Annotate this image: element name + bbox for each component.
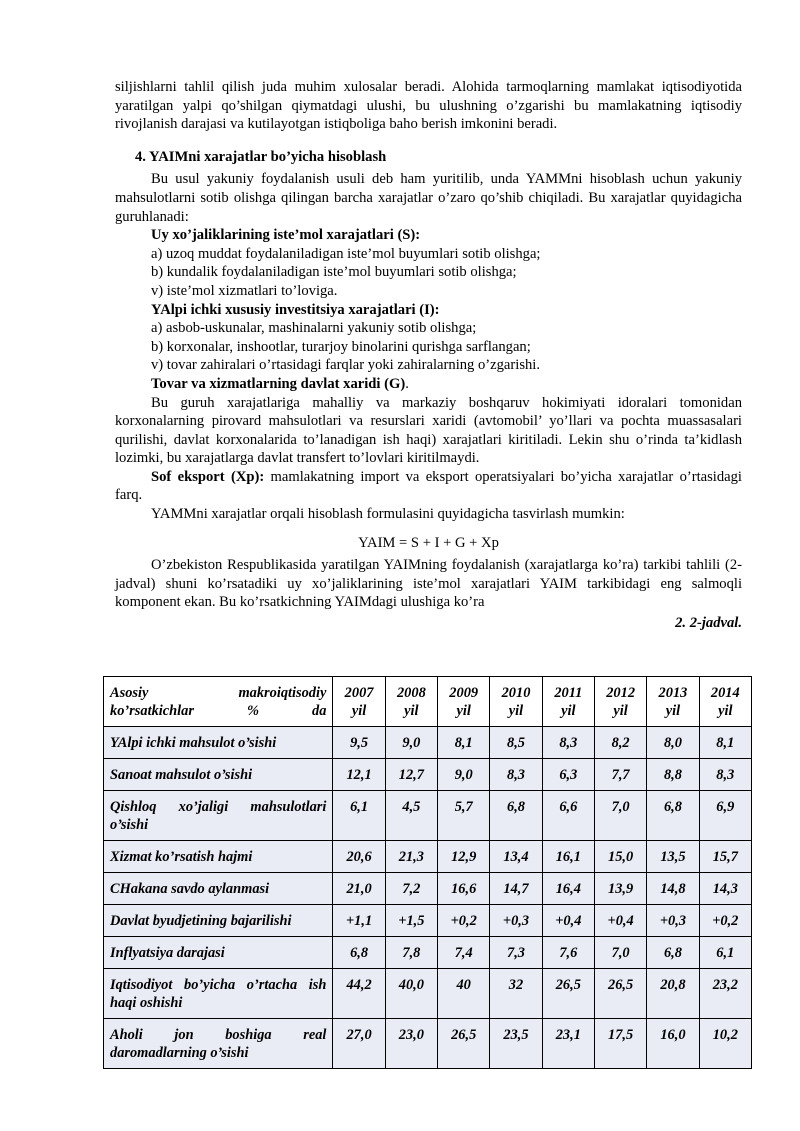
row-value-cell: 16,4 [542, 873, 594, 905]
header-year: 2011 yil [542, 677, 594, 727]
row-value-cell: 12,9 [438, 841, 490, 873]
row-value-cell: 6,8 [647, 937, 699, 969]
row-value-cell: +1,5 [385, 905, 437, 937]
row-value-cell: 23,0 [385, 1019, 437, 1069]
header-year: 2013 yil [647, 677, 699, 727]
row-value-cell: 16,0 [647, 1019, 699, 1069]
row-value-cell: 13,9 [594, 873, 646, 905]
header-year: 2007 yil [333, 677, 385, 727]
row-value-cell: 7,4 [438, 937, 490, 969]
row-value-cell: 27,0 [333, 1019, 385, 1069]
row-value-cell: 14,8 [647, 873, 699, 905]
row-indicator-label: Xizmat ko’rsatish hajmi [104, 841, 333, 873]
row-indicator-label: YAlpi ichki mahsulot o’sishi [104, 727, 333, 759]
row-value-cell: 9,5 [333, 727, 385, 759]
macro-indicators-table [103, 676, 752, 1069]
table-row [104, 937, 752, 969]
row-value-cell: +1,1 [333, 905, 385, 937]
row-value-cell: 26,5 [594, 969, 646, 1019]
row-value-cell: 8,2 [594, 727, 646, 759]
row-value-cell: +0,4 [542, 905, 594, 937]
group-i-item: a) asbob-uskunalar, mashinalarni yakuniy sotib olishga; [151, 320, 477, 337]
row-value-cell: 10,2 [699, 1019, 751, 1069]
row-value-cell: 23,2 [699, 969, 751, 1019]
group-i-item: v) tovar zahiralari o’rtasidagi farqlar yoki zahiralarning o’zgarishi. [151, 357, 540, 374]
row-value-cell: 4,5 [385, 791, 437, 841]
row-value-cell: +0,3 [647, 905, 699, 937]
row-value-cell: 13,5 [647, 841, 699, 873]
row-value-cell: 44,2 [333, 969, 385, 1019]
row-value-cell: 6,1 [699, 937, 751, 969]
row-value-cell: 7,0 [594, 791, 646, 841]
table-row [104, 841, 752, 873]
table-row [104, 873, 752, 905]
group-s-item: b) kundalik foydalaniladigan iste’mol buyumlari sotib olishga; [151, 264, 517, 281]
row-value-cell: 15,7 [699, 841, 751, 873]
header-year: 2012 yil [594, 677, 646, 727]
row-value-cell: 8,0 [647, 727, 699, 759]
row-value-cell: 7,2 [385, 873, 437, 905]
table-row [104, 791, 752, 841]
row-indicator-label: Inflyatsiya darajasi [104, 937, 333, 969]
row-value-cell: 23,5 [490, 1019, 542, 1069]
row-value-cell: +0,2 [438, 905, 490, 937]
row-value-cell: 7,3 [490, 937, 542, 969]
header-year: 2008 yil [385, 677, 437, 727]
row-value-cell: 20,8 [647, 969, 699, 1019]
row-indicator-label: Qishloq xo’jaligi mahsulotlari o’sishi [104, 791, 333, 841]
row-value-cell: 7,0 [594, 937, 646, 969]
table-row [104, 969, 752, 1019]
row-value-cell: 8,3 [542, 727, 594, 759]
row-value-cell: +0,4 [594, 905, 646, 937]
row-indicator-label: CHakana savdo aylanmasi [104, 873, 333, 905]
row-value-cell: 40,0 [385, 969, 437, 1019]
row-value-cell: 23,1 [542, 1019, 594, 1069]
row-value-cell: 8,1 [699, 727, 751, 759]
table-row [104, 759, 752, 791]
row-value-cell: 8,3 [699, 759, 751, 791]
row-value-cell: 6,8 [333, 937, 385, 969]
row-value-cell: 8,8 [647, 759, 699, 791]
row-value-cell: 12,1 [333, 759, 385, 791]
row-indicator-label: Davlat byudjetining bajarilishi [104, 905, 333, 937]
row-value-cell: 21,0 [333, 873, 385, 905]
row-value-cell: 26,5 [438, 1019, 490, 1069]
row-value-cell: 7,6 [542, 937, 594, 969]
row-value-cell: 17,5 [594, 1019, 646, 1069]
final-paragraph: O’zbekiston Respublikasida yaratilgan YAIMning foydalanish (xarajatlarga ko’ra) tarkibi tahlili (2-jadval) shuni ko’rsatadiki uy xo’jaliklarining iste’mol xarajatlari YAIM tarkibidagi eng salmoqli komponent ekan. Bu ko’rsatkichning YAIMdagi ulushiga ko’ra [115, 557, 742, 611]
row-value-cell: 26,5 [542, 969, 594, 1019]
row-value-cell: 6,1 [333, 791, 385, 841]
row-value-cell: 20,6 [333, 841, 385, 873]
row-value-cell: 7,7 [594, 759, 646, 791]
group-s-item: a) uzoq muddat foydalaniladigan iste’mol buyumlari sotib olishga; [151, 245, 541, 262]
group-g-paragraph: Bu guruh xarajatlariga mahalliy va markaziy boshqaruv hokimiyati idoralari tomonidan korxonalarning pirovard mahsulotlari va resurslari xaridi (avtomobil’ yo’llari va pochta muassasalari qurilishi, davlat korxonalarida to’lanadigan ish haqi) xarajatlari kiritiladi. Lekin shu o’rinda ta’kidlash lozimki, bu xarajatlarga davlat transfert to’lovlari kiritilmaydi. [115, 394, 742, 467]
row-value-cell: 8,5 [490, 727, 542, 759]
row-value-cell: 6,6 [542, 791, 594, 841]
row-value-cell: 32 [490, 969, 542, 1019]
row-value-cell: 16,1 [542, 841, 594, 873]
group-g-title: Tovar va xizmatlarning davlat xaridi (G). [151, 375, 409, 392]
row-value-cell: +0,3 [490, 905, 542, 937]
formula-intro: YAMMni xarajatlar orqali hisoblash formulasini quyidagicha tasvirlash mumkin: [151, 506, 625, 523]
row-value-cell: 16,6 [438, 873, 490, 905]
row-value-cell: 6,8 [647, 791, 699, 841]
row-indicator-label: Aholi jon boshiga real daromadlarning o’sishi [104, 1019, 333, 1069]
header-indicator-label: Asosiy makroiqtisodiy ko’rsatkichlar % da [104, 677, 333, 727]
section-heading: 4. YAIMni xarajatlar bo’yicha hisoblash [135, 148, 387, 165]
group-i-title: YAlpi ichki xususiy investitsiya xarajatlari (I): [151, 301, 440, 318]
row-value-cell: 9,0 [385, 727, 437, 759]
row-value-cell: 8,3 [490, 759, 542, 791]
table-row [104, 1019, 752, 1069]
group-s-title: Uy xo’jaliklarining iste’mol xarajatlari (S): [151, 227, 421, 244]
row-value-cell: 21,3 [385, 841, 437, 873]
table-row [104, 727, 752, 759]
table-caption: 2. 2-jadval. [675, 615, 742, 632]
group-s-item: v) iste’mol xizmatlari to’loviga. [151, 282, 338, 299]
document-page [115, 78, 742, 644]
row-value-cell: 14,7 [490, 873, 542, 905]
header-year: 2014 yil [699, 677, 751, 727]
table-body [104, 727, 752, 1069]
header-year: 2010 yil [490, 677, 542, 727]
row-value-cell: 5,7 [438, 791, 490, 841]
row-value-cell: 6,3 [542, 759, 594, 791]
row-value-cell: 6,9 [699, 791, 751, 841]
intro-paragraph: siljishlarni tahlil qilish juda muhim xulosalar beradi. Alohida tarmoqlarning mamlakat iqtisodiyotida yaratilgan yalpi qo’shilgan qiymatdagi ulushi, bu ulushning o’zgarishi bu mamlakatning iqtisodiy rivojlanish darajasi va kutilayotgan istiqboliga baho berish imkonini beradi. [115, 79, 742, 133]
group-i-item: b) korxonalar, inshootlar, turarjoy binolarini qurishga sarflangan; [151, 338, 531, 355]
row-value-cell: 12,7 [385, 759, 437, 791]
table-row [104, 905, 752, 937]
row-indicator-label: Iqtisodiyot bo’yicha o’rtacha ish haqi oshishi [104, 969, 333, 1019]
row-value-cell: 14,3 [699, 873, 751, 905]
row-value-cell: 13,4 [490, 841, 542, 873]
net-export-paragraph: Sof eksport (Xp): mamlakatning import va eksport operatsiyalari bo’yicha xarajatlar o’rtasidagi farq. [115, 468, 742, 504]
row-value-cell: 6,8 [490, 791, 542, 841]
row-indicator-label: Sanoat mahsulot o’sishi [104, 759, 333, 791]
header-year: 2009 yil [438, 677, 490, 727]
row-value-cell: 8,1 [438, 727, 490, 759]
method-paragraph: Bu usul yakuniy foydalanish usuli deb ham yuritilib, unda YAMMni hisoblash uchun yakuniy mahsulotlarni sotib olishga qilingan barcha xarajatlar o’zaro qo’shib chiqiladi. Bu xarajatlar quyidagicha guruhlanadi: [115, 171, 742, 225]
row-value-cell: 9,0 [438, 759, 490, 791]
row-value-cell: 7,8 [385, 937, 437, 969]
formula: YAIM = S + I + G + Xp [358, 534, 499, 551]
row-value-cell: +0,2 [699, 905, 751, 937]
row-value-cell: 40 [438, 969, 490, 1019]
table-header-row [104, 677, 752, 727]
row-value-cell: 15,0 [594, 841, 646, 873]
